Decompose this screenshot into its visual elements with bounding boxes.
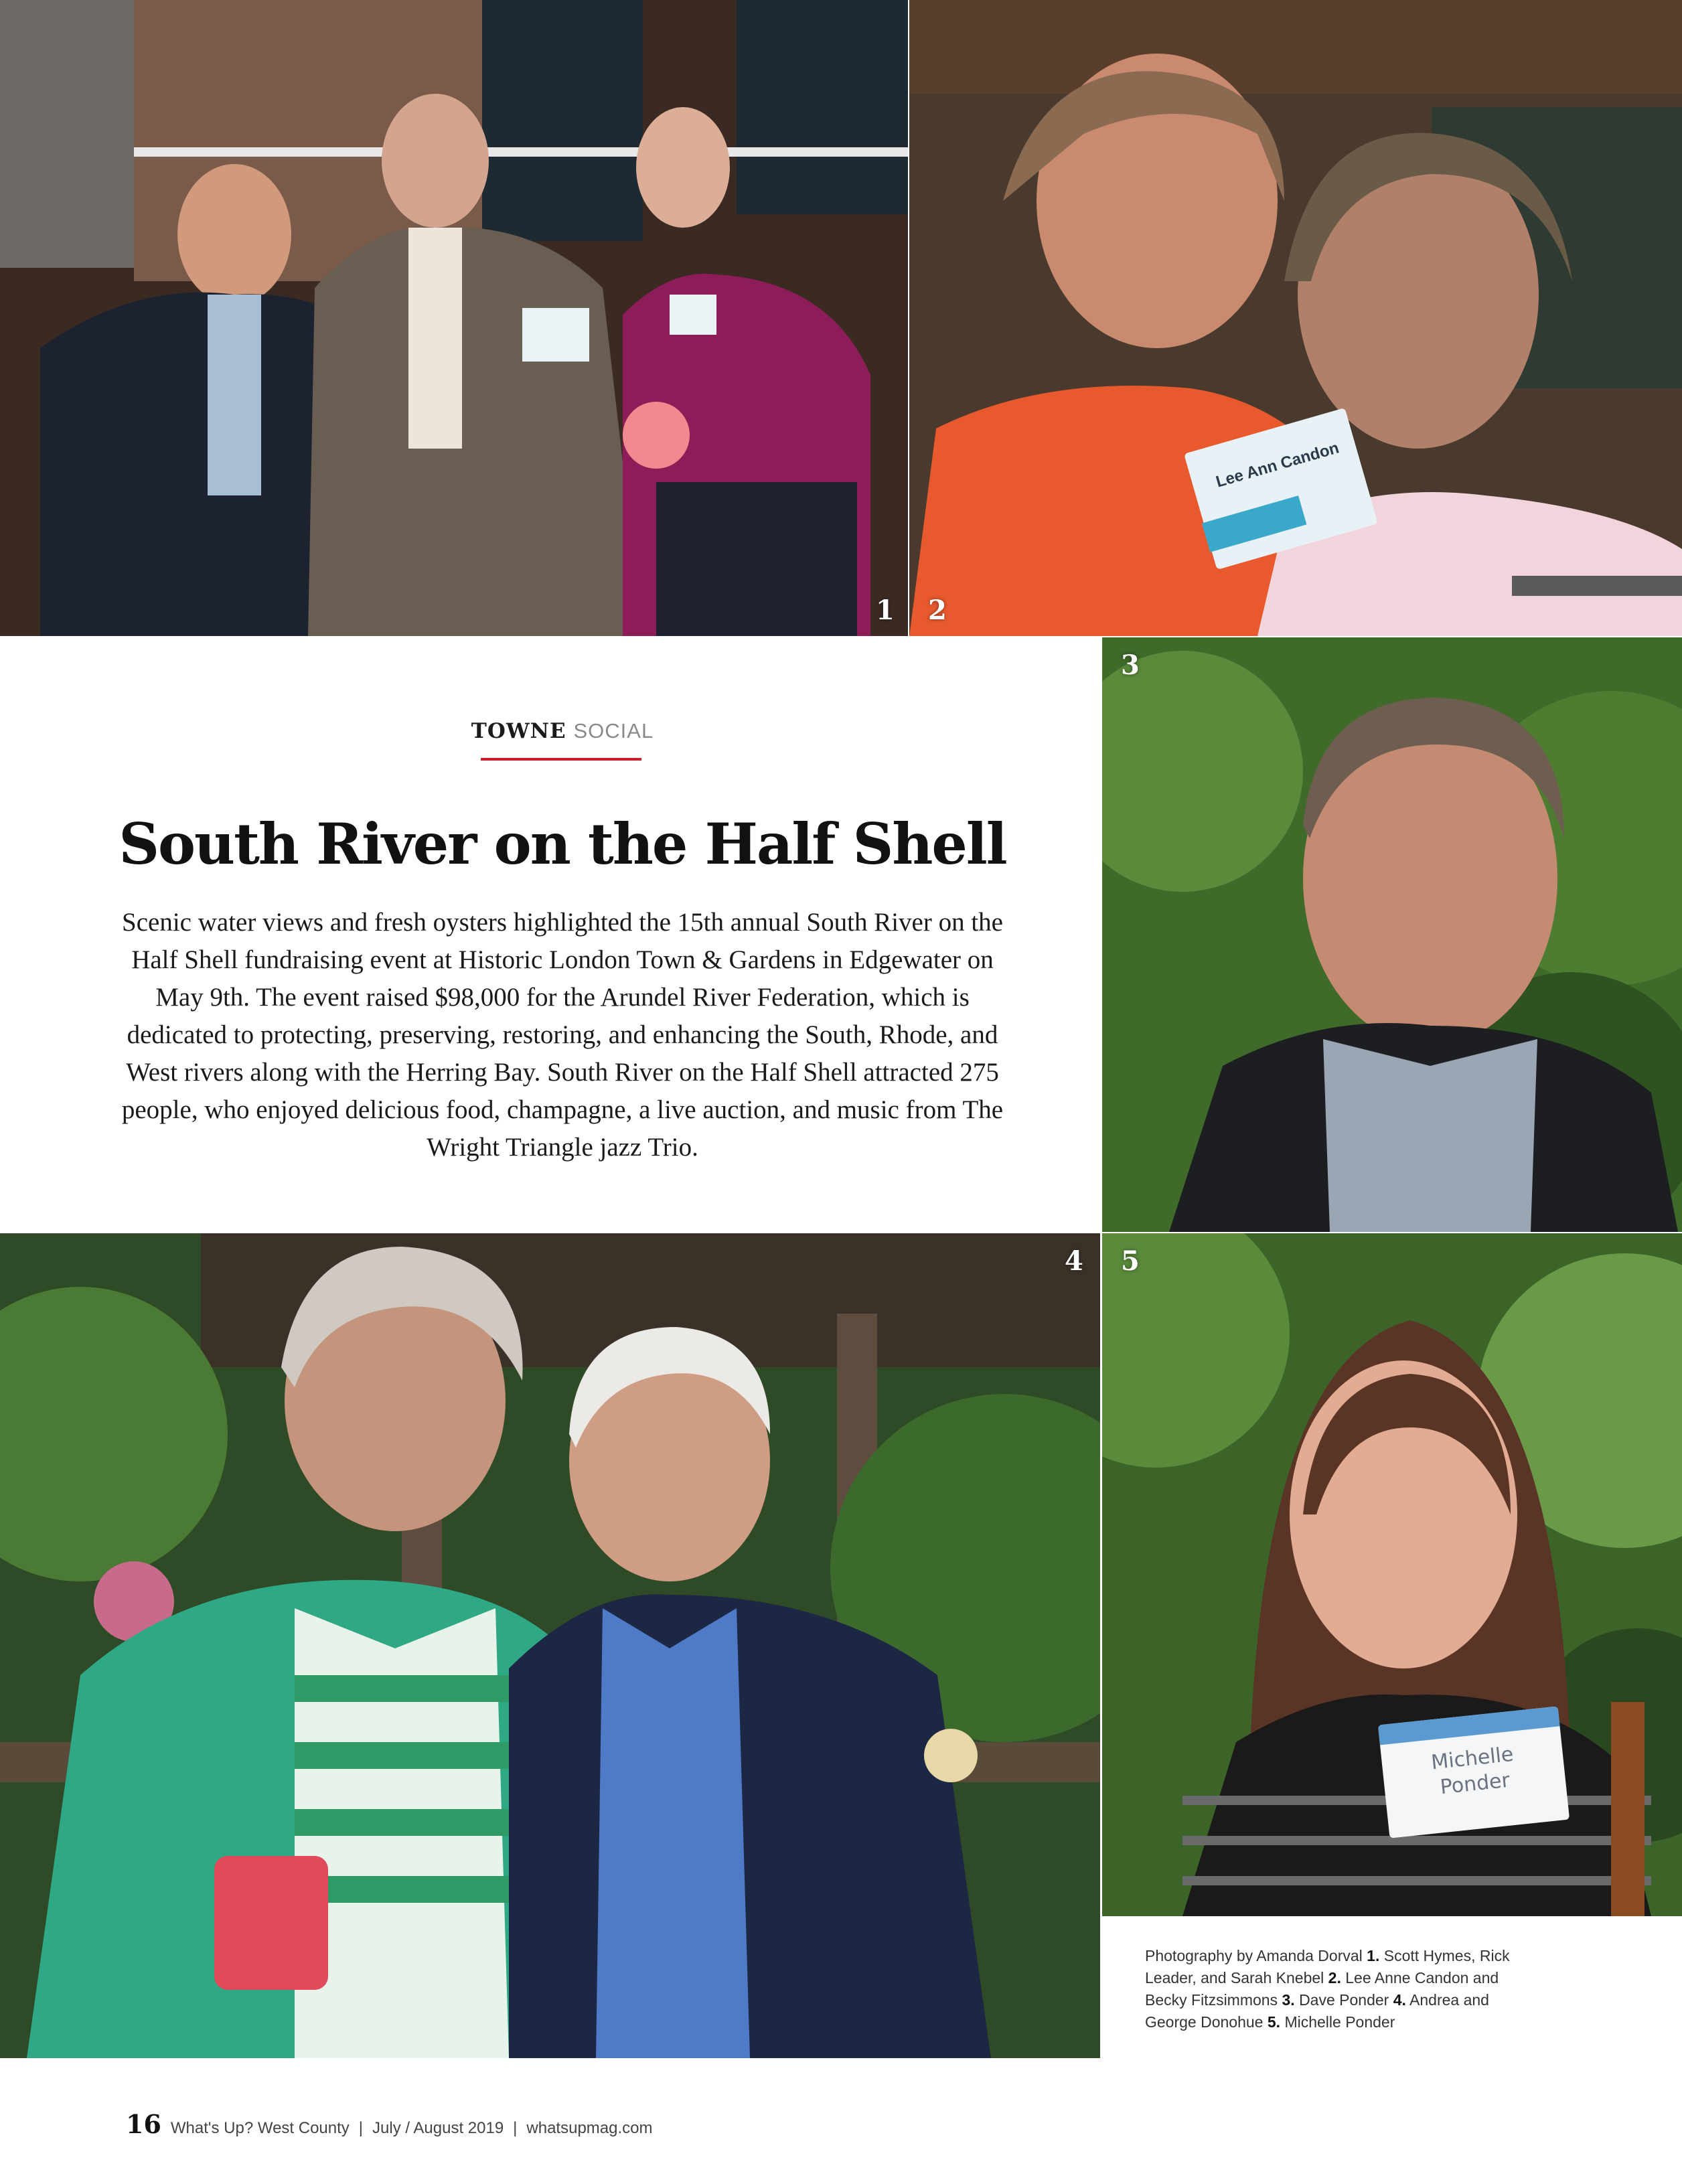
section-tag-light: SOCIAL [573, 719, 654, 743]
article-body: Scenic water views and fresh oysters highlighted the 15th annual South River on the Half Shell fundraising event at Historic London Town & Gardens in Edgewater on May 9th. The event raised $98,000 for the Arundel River Federation, which is dedicated to protecting, preserving, restoring, and enhancing the South, Rhode, and West rivers along with the Herring Bay. South River on the Half Shell attracted 275 people, who enjoyed delicious food, champagne, a live auction, and music from The Wright Triangle jazz Trio. [121, 908, 1004, 1162]
issue-date: July / August 2019 [372, 2119, 504, 2137]
caption-text-3: Dave Ponder [1299, 1991, 1389, 2009]
caption-num-5: 5. [1267, 2013, 1281, 2031]
photo-2-image [909, 0, 1682, 636]
caption-num-3: 3. [1282, 1991, 1295, 2009]
caption-num-2: 2. [1328, 1969, 1341, 1986]
caption-text-1: Scott Hymes, Rick Leader, and Sarah Knebel [1145, 1947, 1510, 1986]
photo-2-number: 2 [928, 595, 947, 626]
footer-separator-1: | [358, 2119, 364, 2137]
article-headline: South River on the Half Shell [119, 811, 1006, 877]
photo-4 [0, 1233, 1100, 2058]
caption-num-4: 4. [1393, 1991, 1406, 2009]
photo-5-badge-text: Michelle Ponder [1430, 1742, 1515, 1800]
page-footer [126, 2109, 653, 2139]
caption-text-4: Andrea and George Donohue [1145, 1991, 1489, 2031]
photo-1-number: 1 [876, 595, 895, 626]
photo-3-image [1102, 637, 1682, 1232]
caption-num-1: 1. [1367, 1947, 1380, 1964]
section-tag-rule [481, 758, 641, 761]
photo-2-badge-text: Lee Ann Candon [1213, 439, 1341, 491]
photo-3 [1102, 637, 1682, 1232]
section-tag-bold: TOWNE [471, 719, 566, 743]
photo-2 [909, 0, 1682, 636]
footer-separator-2: | [513, 2119, 518, 2137]
photo-5 [1102, 1233, 1682, 1916]
publication-name: What's Up? West County [170, 2119, 350, 2137]
photo-5-name-badge [1378, 1706, 1570, 1838]
page-number: 16 [126, 2109, 161, 2139]
photo-3-number: 3 [1121, 649, 1140, 681]
photo-credit: Photography by Amanda Dorval [1145, 1947, 1363, 1964]
photo-4-number: 4 [1065, 1245, 1083, 1277]
website-link[interactable]: whatsupmag.com [526, 2119, 653, 2137]
photo-5-number: 5 [1121, 1245, 1140, 1277]
photo-4-image [0, 1233, 1100, 2058]
section-tag [469, 719, 656, 743]
caption-text-2: Lee Anne Candon and Becky Fitzsimmons [1145, 1969, 1499, 2009]
caption-text-5: Michelle Ponder [1284, 2013, 1395, 2031]
photo-1 [0, 0, 908, 636]
photo-1-image [0, 0, 908, 636]
photo-caption [1145, 1945, 1520, 2033]
